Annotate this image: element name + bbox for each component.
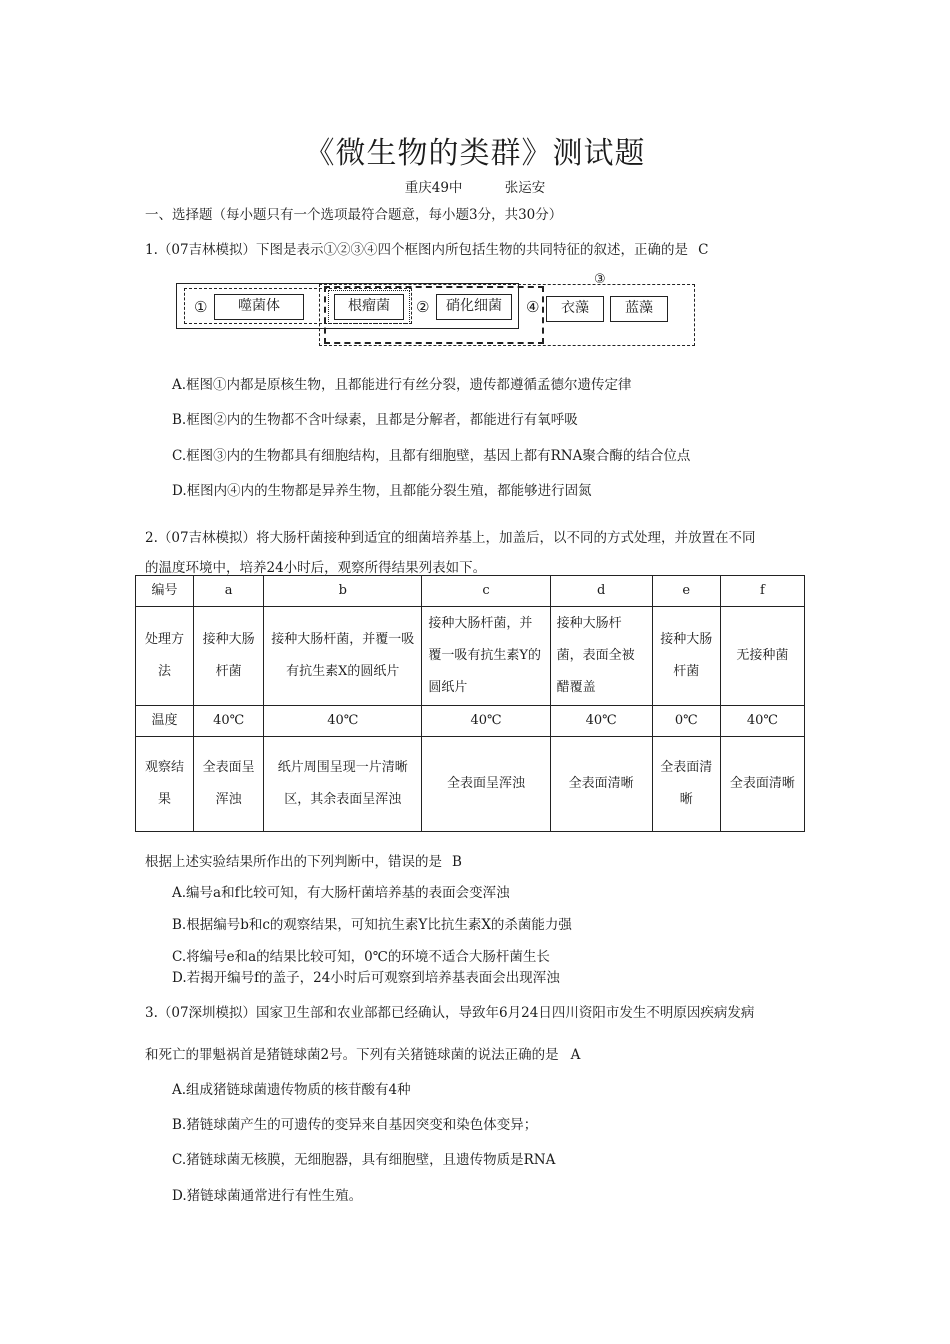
- q1-stem-text: 1.（07吉林模拟）下图是表示①②③④四个框图内所包括生物的共同特征的叙述，正确的是: [145, 242, 689, 258]
- organism-nitrifying: 硝化细菌: [436, 294, 512, 320]
- q2-stem-line1: 2.（07吉林模拟）将大肠杆菌接种到适宜的细菌培养基上，加盖后，以不同的方式处理，并放置在不同: [145, 530, 756, 546]
- table-cell: 40℃: [422, 706, 550, 737]
- table-cell: 接种大肠杆菌，并覆一吸有抗生素Y的圆纸片: [422, 607, 550, 706]
- q1-answer: C: [698, 242, 709, 258]
- q2-answer: B: [452, 854, 462, 870]
- table-cell: 40℃: [264, 706, 422, 737]
- q3-option-b: B.猪链球菌产生的可遗传的变异来自基因突变和染色体变异；: [172, 1117, 538, 1133]
- organism-chlamydomonas: 衣藻: [546, 296, 604, 322]
- table-cell: 接种大肠杆菌，表面全被醋覆盖: [550, 607, 652, 706]
- table-cell: 纸片周围呈现一片清晰区，其余表面呈浑浊: [264, 737, 422, 832]
- table-cell: 40℃: [194, 706, 264, 737]
- q2-option-c: C.将编号e和a的结果比较可知，0℃的环境不适合大肠杆菌生长: [172, 949, 550, 965]
- q3-answer: A: [570, 1047, 581, 1063]
- table-cell: 观察结果: [136, 737, 194, 832]
- q3-stem-line1: 3.（07深圳模拟）国家卫生部和农业部都已经确认，导致年6月24日四川资阳市发生不明原因疾病发病: [145, 1005, 755, 1021]
- label-1: ①: [194, 298, 208, 316]
- q1-option-d: D.框图内④内的生物都是异养生物，且都能分裂生殖，都能够进行固氮: [172, 483, 592, 499]
- table-cell: 处理方法: [136, 607, 194, 706]
- table-header-cell: c: [422, 576, 550, 607]
- table-row: [136, 737, 805, 832]
- table-cell: 全表面清晰: [652, 737, 720, 832]
- table-header-row: [136, 576, 805, 607]
- author-school: 重庆49中: [404, 180, 463, 196]
- q1-option-c: C.框图③内的生物都具有细胞结构，且都有细胞壁，基因上都有RNA聚合酶的结合位点: [172, 448, 691, 464]
- q2-followup-text: 根据上述实验结果所作出的下列判断中，错误的是: [145, 854, 442, 870]
- table-cell: 40℃: [550, 706, 652, 737]
- q1-stem: [145, 238, 708, 258]
- label-3: ③: [594, 272, 606, 287]
- q2-option-b: B.根据编号b和c的观察结果，可知抗生素Y比抗生素X的杀菌能力强: [172, 917, 572, 933]
- table-header-cell: a: [194, 576, 264, 607]
- author-name: 张运安: [504, 180, 546, 196]
- section-heading: 一、选择题（每小题只有一个选项最符合题意，每小题3分，共30分）: [145, 207, 563, 223]
- table-cell: 接种大肠杆菌，并覆一吸有抗生素X的圆纸片: [264, 607, 422, 706]
- table-cell: 全表面清晰: [550, 737, 652, 832]
- q3-stem-line2-text: 和死亡的罪魁祸首是猪链球菌2号。下列有关猪链球菌的说法正确的是: [145, 1047, 559, 1063]
- q3-stem-line2: [145, 1043, 580, 1063]
- q2-option-d: D.若揭开编号f的盖子，24小时后可观察到培养基表面会出现浑浊: [172, 970, 560, 986]
- label-2: ②: [416, 298, 430, 316]
- table-header-cell: d: [550, 576, 652, 607]
- q3-option-a: A.组成猪链球菌遗传物质的核苷酸有4种: [172, 1082, 411, 1098]
- table-cell: 温度: [136, 706, 194, 737]
- table-cell: 接种大肠杆菌: [652, 607, 720, 706]
- q2-followup: [145, 850, 462, 870]
- organism-rhizobium: 根瘤菌: [334, 294, 404, 320]
- q2-option-a: A.编号a和f比较可知，有大肠杆菌培养基的表面会变浑浊: [172, 885, 510, 901]
- q3-option-d: D.猪链球菌通常进行有性生殖。: [172, 1188, 363, 1204]
- table-header-cell: f: [720, 576, 804, 607]
- table-cell: 全表面清晰: [720, 737, 804, 832]
- table-header-cell: b: [264, 576, 422, 607]
- organism-cyanobacteria: 蓝藻: [610, 296, 668, 322]
- q1-option-a: A.框图①内都是原核生物，且都能进行有丝分裂，遗传都遵循孟德尔遗传定律: [172, 377, 632, 393]
- table-row: [136, 706, 805, 737]
- table-cell: 0℃: [652, 706, 720, 737]
- table-cell: 无接种菌: [720, 607, 804, 706]
- organism-phage: 噬菌体: [214, 294, 304, 320]
- table-cell: 全表面呈浑浊: [194, 737, 264, 832]
- table-header-cell: e: [652, 576, 720, 607]
- q2-results-table: [135, 575, 805, 832]
- table-cell: 全表面呈浑浊: [422, 737, 550, 832]
- q2-stem-line2: 的温度环境中，培养24小时后，观察所得结果列表如下。: [145, 560, 487, 576]
- table-row: [136, 607, 805, 706]
- q1-option-b: B.框图②内的生物都不含叶绿素，且都是分解者，都能进行有氧呼吸: [172, 412, 578, 428]
- table-cell: 接种大肠杆菌: [194, 607, 264, 706]
- author-line: [0, 176, 950, 196]
- page-title: 《微生物的类群》测试题: [304, 136, 646, 171]
- q3-option-c: C.猪链球菌无核膜，无细胞器，具有细胞壁，且遗传物质是RNA: [172, 1152, 556, 1168]
- table-header-cell: 编号: [136, 576, 194, 607]
- q1-diagram: [174, 272, 704, 352]
- label-4: ④: [526, 298, 540, 316]
- table-cell: 40℃: [720, 706, 804, 737]
